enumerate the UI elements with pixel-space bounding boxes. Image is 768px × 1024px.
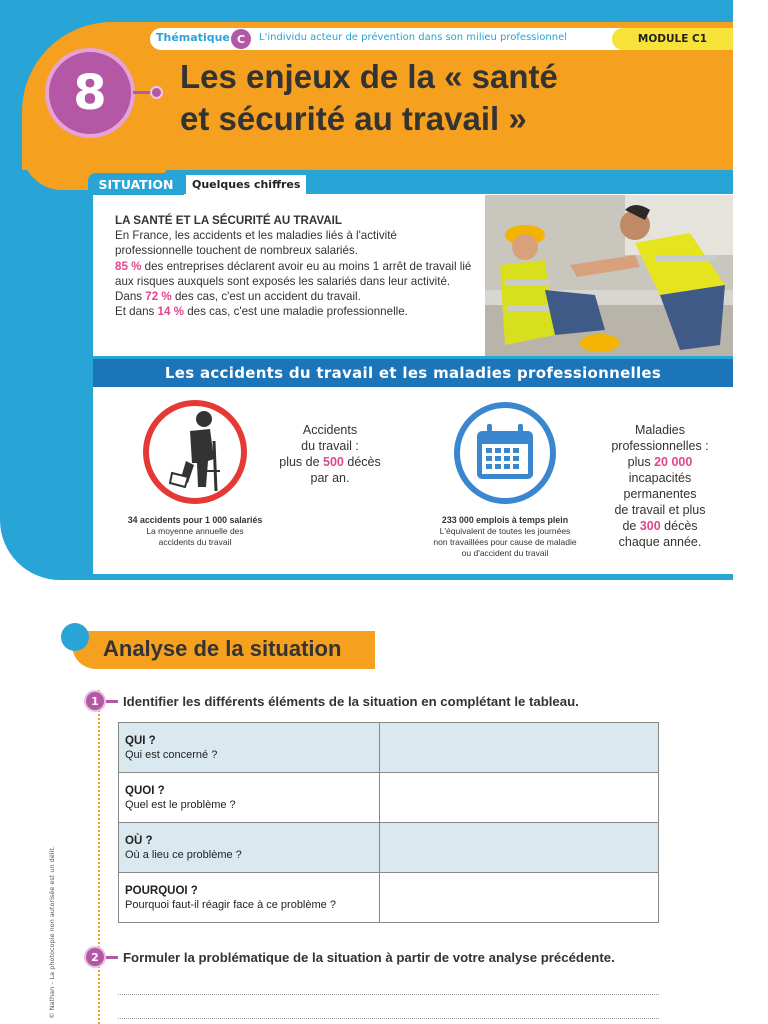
table-row: [119, 823, 659, 873]
row-ou-question: Où a lieu ce problème ?: [125, 848, 242, 861]
accidents-note-line-2: accidents du travail: [158, 537, 232, 547]
analyse-title: Analyse de la situation: [103, 636, 342, 661]
maladies-stat-line-1: Maladies: [634, 423, 686, 437]
stat-72-percent: 72 %: [145, 290, 172, 304]
accidents-note: [110, 515, 280, 548]
situation-paragraph-4-text: des cas, c'est une maladie professionnelle.: [183, 305, 408, 319]
theme-letter-badge: C: [231, 29, 251, 49]
maladies-stat-line-3: [595, 454, 725, 470]
accidents-stat-line-4: par an.: [310, 471, 350, 485]
jobs-note-line-2: non travaillées pour cause de maladie: [433, 537, 577, 547]
title-line-1: Les enjeux de la « santé: [180, 58, 558, 95]
answer-cell-qui[interactable]: [380, 723, 659, 773]
situation-subtitle: Quelques chiffres: [186, 175, 306, 194]
workplace-accident-photo: [485, 195, 733, 356]
maladies-deaths-suffix: décès: [660, 519, 698, 533]
copyright-notice: © Nathan – La photocopie non autorisée est un délit.: [48, 845, 56, 1019]
table-row-label: [119, 823, 380, 873]
answer-cell-quoi[interactable]: [380, 773, 659, 823]
accidents-deaths-value: 500: [323, 455, 344, 469]
table-row: [119, 723, 659, 773]
situation-paragraph-3: [115, 289, 477, 304]
situation-tab: SITUATION: [88, 173, 184, 195]
table-row-label: [119, 773, 380, 823]
accidents-stat-line-3: [262, 454, 398, 470]
answer-cell-ou[interactable]: [380, 823, 659, 873]
accidents-stat-suffix: décès: [343, 455, 381, 469]
question-1-text: Identifier les différents éléments de la situation en complétant le tableau.: [123, 693, 579, 709]
answer-line[interactable]: [118, 994, 659, 995]
title-line-2: et sécurité au travail »: [180, 100, 527, 137]
question-2-number: 2: [84, 946, 106, 968]
row-quoi-label: QUOI ?: [125, 784, 165, 797]
accidents-stat: [262, 422, 398, 486]
situation-paragraph-4: [115, 304, 477, 319]
situation-paragraph-2: [115, 259, 477, 289]
calendar-icon: [453, 401, 557, 505]
maladies-incapacities-value: 20 000: [654, 455, 693, 469]
answer-line[interactable]: [118, 1018, 659, 1019]
page-title: [180, 56, 720, 140]
jobs-note: [410, 515, 600, 559]
maladies-stat-line-8: chaque année.: [618, 535, 702, 549]
maladies-stat-line-7: [595, 518, 725, 534]
question-1-number: 1: [84, 690, 106, 712]
stat-85-percent: 85 %: [115, 259, 142, 273]
accidents-note-line-1: La moyenne annuelle des: [146, 526, 244, 536]
table-row-label: [119, 873, 380, 923]
situation-paragraph-1: En France, les accidents et les maladies liés à l'activité professionnelle touchent de nombreux salariés.: [115, 229, 397, 258]
row-qui-label: QUI ?: [125, 734, 156, 747]
row-pourquoi-question: Pourquoi faut-il réagir face à ce problème ?: [125, 898, 336, 911]
accidents-stat-line-2: du travail :: [301, 439, 359, 453]
question-1-dash: [106, 700, 118, 703]
maladies-deaths-prefix: de: [622, 519, 640, 533]
table-row: [119, 773, 659, 823]
maladies-stat: [595, 422, 725, 550]
situation-paragraph-4-prefix: Et dans: [115, 305, 158, 319]
question-1: [84, 690, 579, 712]
table-row-label: [119, 723, 380, 773]
question-2: [84, 946, 615, 968]
stat-14-percent: 14 %: [157, 305, 184, 319]
jobs-note-line-1: L'équivalent de toutes les journées: [439, 526, 571, 536]
maladies-deaths-value: 300: [639, 519, 661, 533]
jobs-note-line-3: ou d'accident du travail: [461, 548, 549, 558]
analyse-dot: [61, 623, 89, 651]
row-ou-label: OÙ ?: [125, 834, 153, 847]
maladies-stat-prefix: plus: [627, 455, 655, 469]
maladies-stat-line-6: de travail et plus: [614, 503, 706, 517]
module-tag: MODULE C1: [612, 28, 733, 50]
question-2-dash: [106, 956, 118, 959]
table-row: [119, 873, 659, 923]
situation-heading: LA SANTÉ ET LA SÉCURITÉ AU TRAVAIL: [115, 214, 342, 227]
situation-paragraph-3-text: des cas, c'est un accident du travail.: [171, 290, 361, 304]
maladies-stat-line-4: incapacités: [628, 471, 692, 485]
chapter-number: 8: [45, 48, 135, 138]
maladies-stat-line-2: professionnelles :: [611, 439, 709, 453]
situation-paragraph-3-prefix: Dans: [115, 290, 146, 304]
jobs-note-bold: 233 000 emplois à temps plein: [441, 515, 569, 525]
theme-text: L'individu acteur de prévention dans son milieu professionnel: [259, 32, 568, 43]
maladies-stat-line-5: permanentes: [623, 487, 697, 501]
row-pourquoi-label: POURQUOI ?: [125, 884, 198, 897]
situation-paragraph-2-text: des entreprises déclarent avoir eu au moins 1 arrêt de travail lié aux risques auxquels sont exposés les salariés dans leur activité.: [115, 259, 472, 288]
stats-banner: Les accidents du travail et les maladies professionnelles: [93, 359, 733, 387]
accidents-stat-prefix: plus de: [279, 455, 324, 469]
thematique-label: Thématique: [156, 31, 230, 44]
accidents-stat-line-1: Accidents: [302, 423, 358, 437]
analysis-table: [118, 722, 659, 923]
accidents-note-bold: 34 accidents pour 1 000 salariés: [127, 515, 263, 525]
question-2-text: Formuler la problématique de la situation à partir de votre analyse précédente.: [123, 949, 615, 965]
situation-text: [115, 213, 477, 319]
row-quoi-question: Quel est le problème ?: [125, 798, 236, 811]
no-injury-icon: [142, 399, 248, 505]
row-qui-question: Qui est concerné ?: [125, 748, 218, 761]
analyse-guide-line: [98, 690, 100, 1024]
chapter-connector-dot: [150, 86, 163, 99]
answer-cell-pourquoi[interactable]: [380, 873, 659, 923]
